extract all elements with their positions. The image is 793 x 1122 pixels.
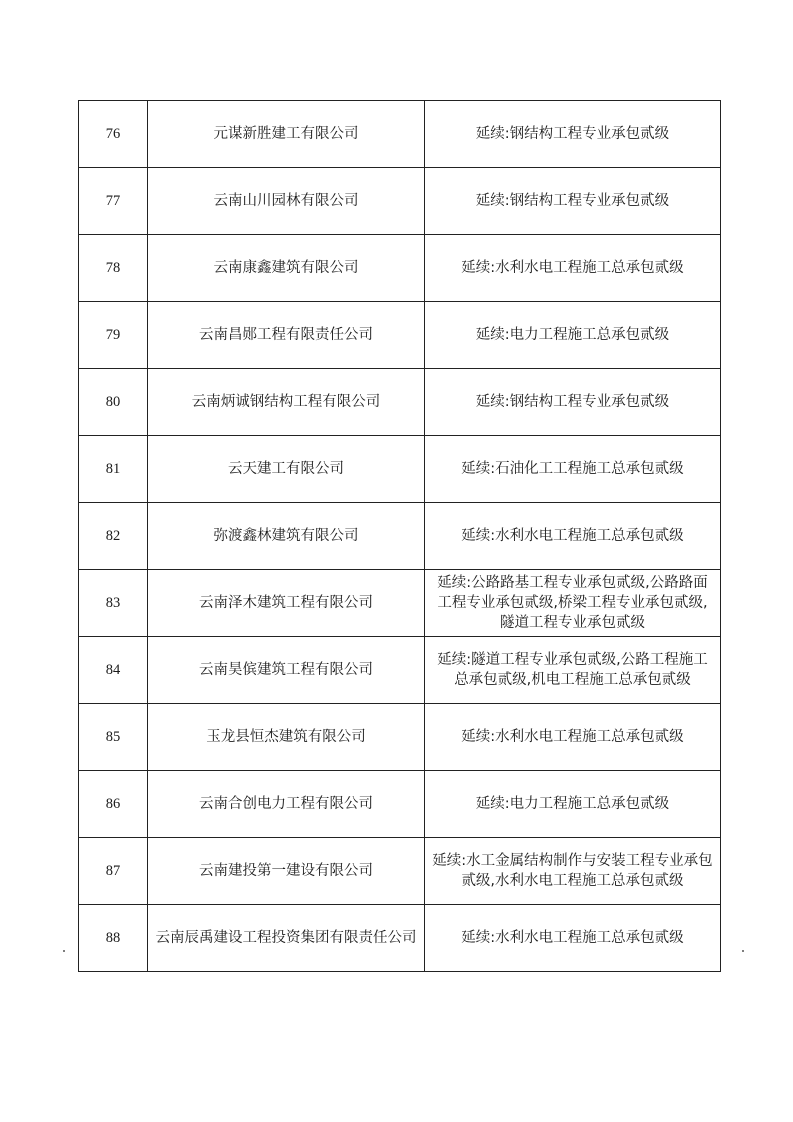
table-row (79, 101, 721, 168)
company-name: 云南昊傧建筑工程有限公司 (148, 637, 425, 704)
table-row (79, 905, 721, 972)
qualification-table (78, 100, 721, 972)
row-number: 82 (79, 503, 148, 570)
company-name: 云南山川园林有限公司 (148, 168, 425, 235)
table-row (79, 838, 721, 905)
table-row (79, 570, 721, 637)
row-number: 79 (79, 302, 148, 369)
qualification-text: 延续:水利水电工程施工总承包贰级 (425, 235, 721, 302)
table-row (79, 302, 721, 369)
qualification-text: 延续:钢结构工程专业承包贰级 (425, 369, 721, 436)
company-name: 云南辰禹建设工程投资集团有限责任公司 (148, 905, 425, 972)
qualification-text: 延续:石油化工工程施工总承包贰级 (425, 436, 721, 503)
row-number: 77 (79, 168, 148, 235)
table-row (79, 637, 721, 704)
qualification-text: 延续:水利水电工程施工总承包贰级 (425, 704, 721, 771)
company-name: 云南泽木建筑工程有限公司 (148, 570, 425, 637)
qualification-text: 延续:水工金属结构制作与安装工程专业承包贰级,水利水电工程施工总承包贰级 (425, 838, 721, 905)
company-name: 云南昌郧工程有限责任公司 (148, 302, 425, 369)
row-number: 86 (79, 771, 148, 838)
row-number: 76 (79, 101, 148, 168)
table-row (79, 771, 721, 838)
qualification-text: 延续:隧道工程专业承包贰级,公路工程施工总承包贰级,机电工程施工总承包贰级 (425, 637, 721, 704)
qualification-text: 延续:水利水电工程施工总承包贰级 (425, 503, 721, 570)
table-body (79, 101, 721, 972)
company-name: 云南建投第一建设有限公司 (148, 838, 425, 905)
company-name: 元谋新胜建工有限公司 (148, 101, 425, 168)
scan-speck (742, 950, 744, 952)
company-name: 云南合创电力工程有限公司 (148, 771, 425, 838)
table-row (79, 235, 721, 302)
row-number: 78 (79, 235, 148, 302)
qualification-text: 延续:钢结构工程专业承包贰级 (425, 101, 721, 168)
qualification-text: 延续:电力工程施工总承包贰级 (425, 302, 721, 369)
row-number: 87 (79, 838, 148, 905)
table-row (79, 704, 721, 771)
qualification-text: 延续:公路路基工程专业承包贰级,公路路面工程专业承包贰级,桥梁工程专业承包贰级,隧道工程专业承包贰级 (425, 570, 721, 637)
table-row (79, 168, 721, 235)
qualification-text: 延续:电力工程施工总承包贰级 (425, 771, 721, 838)
qualification-text: 延续:水利水电工程施工总承包贰级 (425, 905, 721, 972)
table-row (79, 436, 721, 503)
row-number: 84 (79, 637, 148, 704)
row-number: 88 (79, 905, 148, 972)
company-name: 云南康鑫建筑有限公司 (148, 235, 425, 302)
row-number: 80 (79, 369, 148, 436)
qualification-text: 延续:钢结构工程专业承包贰级 (425, 168, 721, 235)
row-number: 83 (79, 570, 148, 637)
table-row (79, 369, 721, 436)
company-name: 云南炳诚钢结构工程有限公司 (148, 369, 425, 436)
row-number: 81 (79, 436, 148, 503)
company-name: 玉龙县恒杰建筑有限公司 (148, 704, 425, 771)
company-name: 弥渡鑫林建筑有限公司 (148, 503, 425, 570)
row-number: 85 (79, 704, 148, 771)
company-name: 云天建工有限公司 (148, 436, 425, 503)
table-row (79, 503, 721, 570)
scan-speck (63, 950, 65, 952)
